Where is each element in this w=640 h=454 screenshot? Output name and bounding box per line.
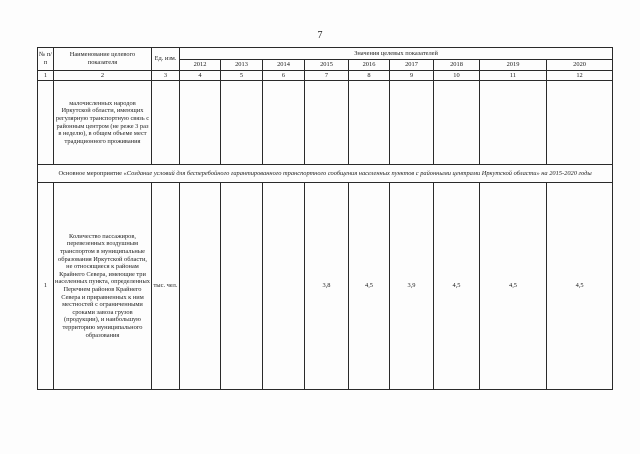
column-number: 1 — [38, 71, 54, 81]
header-year: 2018 — [434, 60, 480, 71]
header-year: 2014 — [263, 60, 305, 71]
header-year: 2017 — [390, 60, 434, 71]
value-2015: 3,8 — [305, 183, 349, 390]
header-name: Наименование целевого показателя — [54, 48, 152, 71]
indicator-name: Количество пассажиров, перевезенных воздушным транспортом в муниципальные образования Иркутской области, не относящиеся к районам Крайнего Севера, имеющие три населенных пункта, определенных Перечнем районов Крайнего Севера и приравненных к ним местностей с ограниченными сроками завоза грузов (продукции), и наибольшую территорию муниципального образования — [54, 183, 152, 390]
header-unit: Ед. изм. — [152, 48, 180, 71]
table-row — [38, 183, 613, 390]
header-year: 2020 — [547, 60, 613, 71]
table-row-continued — [38, 81, 613, 165]
column-number: 5 — [221, 71, 263, 81]
header-year: 2016 — [349, 60, 390, 71]
indicator-name-continued: малочисленных народов Иркутской области, имеющих регулярную транспортную связь с районным центром (не реже 3 раз в неделю), в общем объеме мест традиционного проживания — [54, 81, 152, 165]
header-no: № п/п — [38, 48, 54, 71]
value-2017: 3,9 — [390, 183, 434, 390]
column-number: 2 — [54, 71, 152, 81]
section-prefix: Основное мероприятие « — [58, 169, 127, 177]
column-number: 10 — [434, 71, 480, 81]
section-suffix: » на 2015-2020 годы — [536, 169, 592, 177]
cell-empty — [38, 81, 54, 165]
column-numbers-row — [38, 71, 613, 81]
value-2018: 4,5 — [434, 183, 480, 390]
cell-empty — [434, 81, 480, 165]
page-number: 7 — [317, 30, 323, 41]
indicators-table — [37, 47, 613, 390]
header-row — [38, 48, 613, 60]
value-2016: 4,5 — [349, 183, 390, 390]
header-year: 2012 — [180, 60, 221, 71]
section-row — [38, 165, 613, 183]
cell-empty — [180, 81, 221, 165]
cell-empty — [547, 81, 613, 165]
cell-empty — [152, 81, 180, 165]
row-number: 1 — [38, 183, 54, 390]
section-title: Создание условий для бесперебойного гарантированного транспортного сообщения населенных пунктов с районными центрами Иркутской области — [126, 169, 537, 177]
column-number: 4 — [180, 71, 221, 81]
cell-empty — [263, 81, 305, 165]
column-number: 8 — [349, 71, 390, 81]
value-2019: 4,5 — [480, 183, 547, 390]
section-heading — [38, 165, 613, 183]
column-number: 11 — [480, 71, 547, 81]
cell-empty — [221, 81, 263, 165]
header-year: 2019 — [480, 60, 547, 71]
header-values-caption: Значения целевых показателей — [180, 48, 613, 60]
column-number: 12 — [547, 71, 613, 81]
value-2012 — [180, 183, 221, 390]
header-year: 2015 — [305, 60, 349, 71]
cell-empty — [305, 81, 349, 165]
value-2020: 4,5 — [547, 183, 613, 390]
value-2013 — [221, 183, 263, 390]
column-number: 6 — [263, 71, 305, 81]
column-number: 7 — [305, 71, 349, 81]
value-2014 — [263, 183, 305, 390]
header-year: 2013 — [221, 60, 263, 71]
cell-empty — [480, 81, 547, 165]
cell-empty — [349, 81, 390, 165]
indicator-unit: тыс. чел. — [152, 183, 180, 390]
column-number: 9 — [390, 71, 434, 81]
cell-empty — [390, 81, 434, 165]
column-number: 3 — [152, 71, 180, 81]
